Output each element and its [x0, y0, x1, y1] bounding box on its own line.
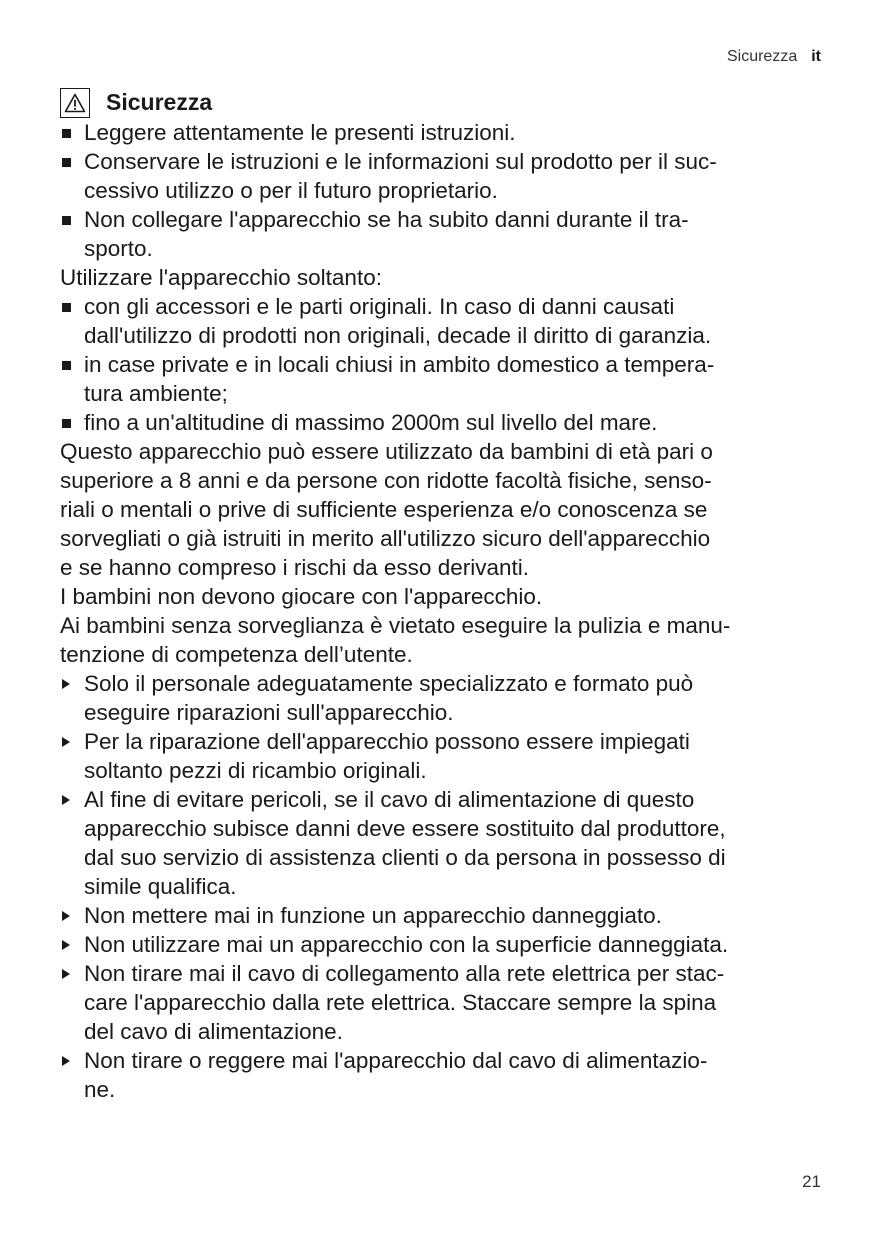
arrow-bullet-icon [62, 911, 70, 921]
instruction-item [60, 727, 825, 785]
arrow-bullet-icon [62, 969, 70, 979]
list-item-text: con gli accessori e le parti originali. In caso di danni causati dall'utilizzo di prodotti non originali, decade il diritto di garanzia. [84, 294, 712, 348]
running-header-section: Sicurezza [726, 48, 798, 65]
arrow-bullet-icon [62, 1056, 70, 1066]
instruction-text: Al fine di evitare pericoli, se il cavo di alimentazione di questo apparecchio subisce danni deve essere sostituito dal produttore, dal suo servizio di assistenza clienti o da persona in possesso di simile qualifica. [84, 787, 726, 899]
arrow-bullet-icon [62, 737, 70, 747]
square-bullet-icon [62, 361, 71, 370]
instruction-item [60, 669, 825, 727]
list-item-text: fino a un'altitudine di massimo 2000m sul livello del mare. [84, 410, 658, 435]
section-title: Sicurezza [106, 88, 213, 115]
instruction-text: Non tirare mai il cavo di collegamento alla rete elettrica per stac- care l'apparecchio dalla rete elettrica. Staccare sempre la spina del cavo di alimentazione. [84, 961, 725, 1044]
instruction-item [60, 930, 825, 959]
running-header-lang: it [811, 48, 821, 65]
list-item [60, 350, 825, 408]
list-item [60, 205, 825, 263]
section-heading [60, 86, 825, 118]
instruction-text: Solo il personale adeguatamente specializzato e formato può eseguire riparazioni sull'apparecchio. [84, 671, 694, 725]
list-item-text: Non collegare l'apparecchio se ha subito danni durante il tra- sporto. [84, 207, 689, 261]
running-header [727, 48, 821, 66]
arrow-bullet-icon [62, 795, 70, 805]
children-usage-paragraph: Questo apparecchio può essere utilizzato da bambini di età pari o superiore a 8 anni e da persone con ridotte facoltà fisiche, senso- riali o mentali o prive di sufficiente esperienza e/o conoscenza se sorvegliati o già istruiti in merito all'utilizzo sicuro dell'apparecchio e se hanno compreso i rischi da esso derivanti. [60, 439, 713, 580]
instruction-item [60, 959, 825, 1046]
usage-intro: Utilizzare l'apparecchio soltanto: [60, 265, 382, 290]
instruction-text: Non utilizzare mai un apparecchio con la superficie danneggiata. [84, 932, 729, 957]
children-play-paragraph: I bambini non devono giocare con l'apparecchio. [60, 584, 543, 609]
safety-section [60, 86, 825, 1104]
instruction-item [60, 1046, 825, 1104]
instruction-text: Non mettere mai in funzione un apparecchio danneggiato. [84, 903, 662, 928]
list-item-text: Leggere attentamente le presenti istruzioni. [84, 120, 516, 145]
list-item [60, 292, 825, 350]
instruction-item [60, 901, 825, 930]
square-bullet-icon [62, 419, 71, 428]
list-item [60, 408, 825, 437]
arrow-bullet-icon [62, 940, 70, 950]
square-bullet-icon [62, 129, 71, 138]
children-cleaning-paragraph: Ai bambini senza sorveglianza è vietato eseguire la pulizia e manu- tenzione di competenza dell’utente. [60, 613, 731, 667]
square-bullet-icon [62, 303, 71, 312]
intro-bullet-list [60, 118, 825, 263]
square-bullet-icon [62, 158, 71, 167]
list-item [60, 147, 825, 205]
instruction-text: Per la riparazione dell'apparecchio possono essere impiegati soltanto pezzi di ricambio originali. [84, 729, 690, 783]
list-item-text: in case private e in locali chiusi in ambito domestico a tempera- tura ambiente; [84, 352, 715, 406]
instruction-text: Non tirare o reggere mai l'apparecchio dal cavo di alimentazio- ne. [84, 1048, 708, 1102]
list-item-text: Conservare le istruzioni e le informazioni sul prodotto per il suc- cessivo utilizzo o per il futuro proprietario. [84, 149, 717, 203]
warning-icon [60, 88, 90, 118]
page-number: 21 [802, 1172, 821, 1191]
instruction-item [60, 785, 825, 901]
arrow-bullet-icon [62, 679, 70, 689]
square-bullet-icon [62, 216, 71, 225]
instruction-list [60, 669, 825, 1104]
usage-bullet-list [60, 292, 825, 437]
list-item [60, 118, 825, 147]
